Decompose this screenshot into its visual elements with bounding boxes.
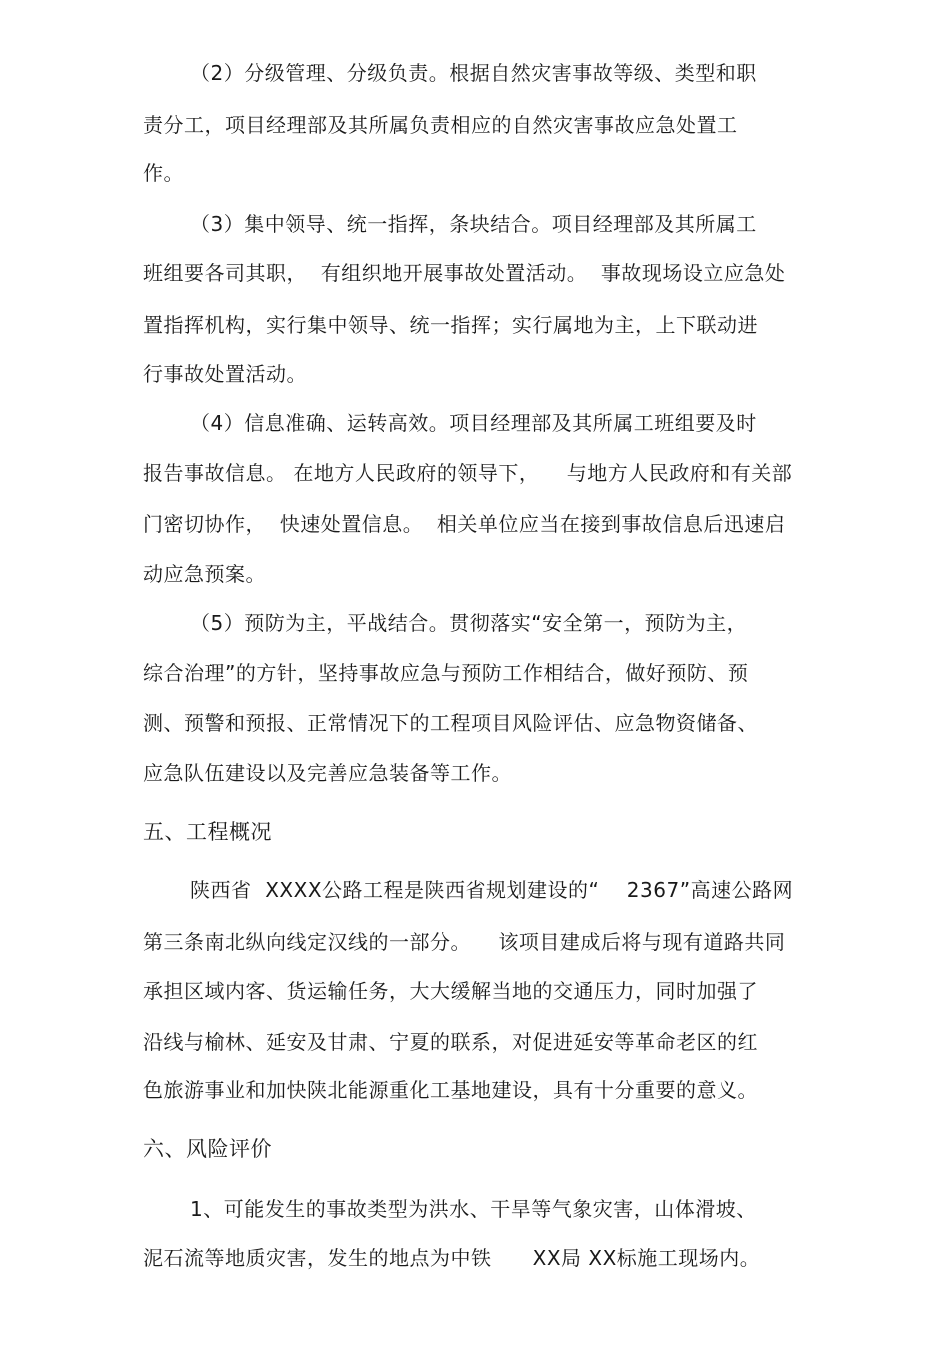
section-5-line-2: 第三条南北纵向线定汉线的一部分。 该项目建成后将与现有道路共同 — [143, 930, 786, 954]
paragraph-4-line-2: 报告事故信息。 在地方人民政府的领导下， 与地方人民政府和有关部 — [143, 461, 793, 485]
paragraph-2-line-1: （2）分级管理、分级负责。根据自然灾害事故等级、类型和职 — [190, 61, 757, 85]
section-5-line-3: 承担区域内客、货运输任务，大大缓解当地的交通压力，同时加强了 — [143, 979, 758, 1003]
paragraph-4-line-1: （4）信息准确、运转高效。项目经理部及其所属工班组要及时 — [190, 411, 757, 435]
paragraph-5-line-1: （5）预防为主，平战结合。贯彻落实“安全第一，预防为主， — [190, 611, 748, 635]
paragraph-5-line-4: 应急队伍建设以及完善应急装备等工作。 — [143, 761, 512, 785]
paragraph-3-line-3: 置指挥机构，实行集中领导、统一指挥；实行属地为主，上下联动进 — [143, 313, 758, 337]
paragraph-3-line-2: 班组要各司其职， 有组织地开展事故处置活动。 事故现场设立应急处 — [143, 261, 786, 285]
paragraph-4-line-4: 动应急预案。 — [143, 562, 266, 586]
paragraph-2-line-2: 责分工，项目经理部及其所属负责相应的自然灾害事故应急处置工 — [143, 113, 738, 137]
paragraph-5-line-3: 测、预警和预报、正常情况下的工程项目风险评估、应急物资储备、 — [143, 711, 758, 735]
section-heading-project-overview: 五、工程概况 — [143, 820, 272, 844]
paragraph-4-line-3: 门密切协作， 快速处置信息。 相关单位应当在接到事故信息后迅速启 — [143, 512, 786, 536]
section-6-line-2: 泥石流等地质灾害，发生的地点为中铁 XX局 XX标施工现场内。 — [143, 1246, 761, 1270]
section-5-line-1: 陕西省 XXXX公路工程是陕西省规划建设的“ 2367”高速公路网 — [190, 878, 794, 902]
paragraph-3-line-4: 行事故处置活动。 — [143, 362, 307, 386]
paragraph-3-line-1: （3）集中领导、统一指挥，条块结合。项目经理部及其所属工 — [190, 212, 757, 236]
section-heading-risk-assessment: 六、风险评价 — [143, 1137, 272, 1161]
paragraph-2-line-3: 作。 — [143, 161, 184, 185]
section-5-line-4: 沿线与榆林、延安及甘肃、宁夏的联系，对促进延安等革命老区的红 — [143, 1030, 758, 1054]
section-5-line-5: 色旅游事业和加快陕北能源重化工基地建设，具有十分重要的意义。 — [143, 1078, 758, 1102]
paragraph-5-line-2: 综合治理”的方针，坚持事故应急与预防工作相结合，做好预防、预 — [143, 661, 749, 685]
section-6-line-1: 1、可能发生的事故类型为洪水、干旱等气象灾害，山体滑坡、 — [190, 1197, 757, 1221]
